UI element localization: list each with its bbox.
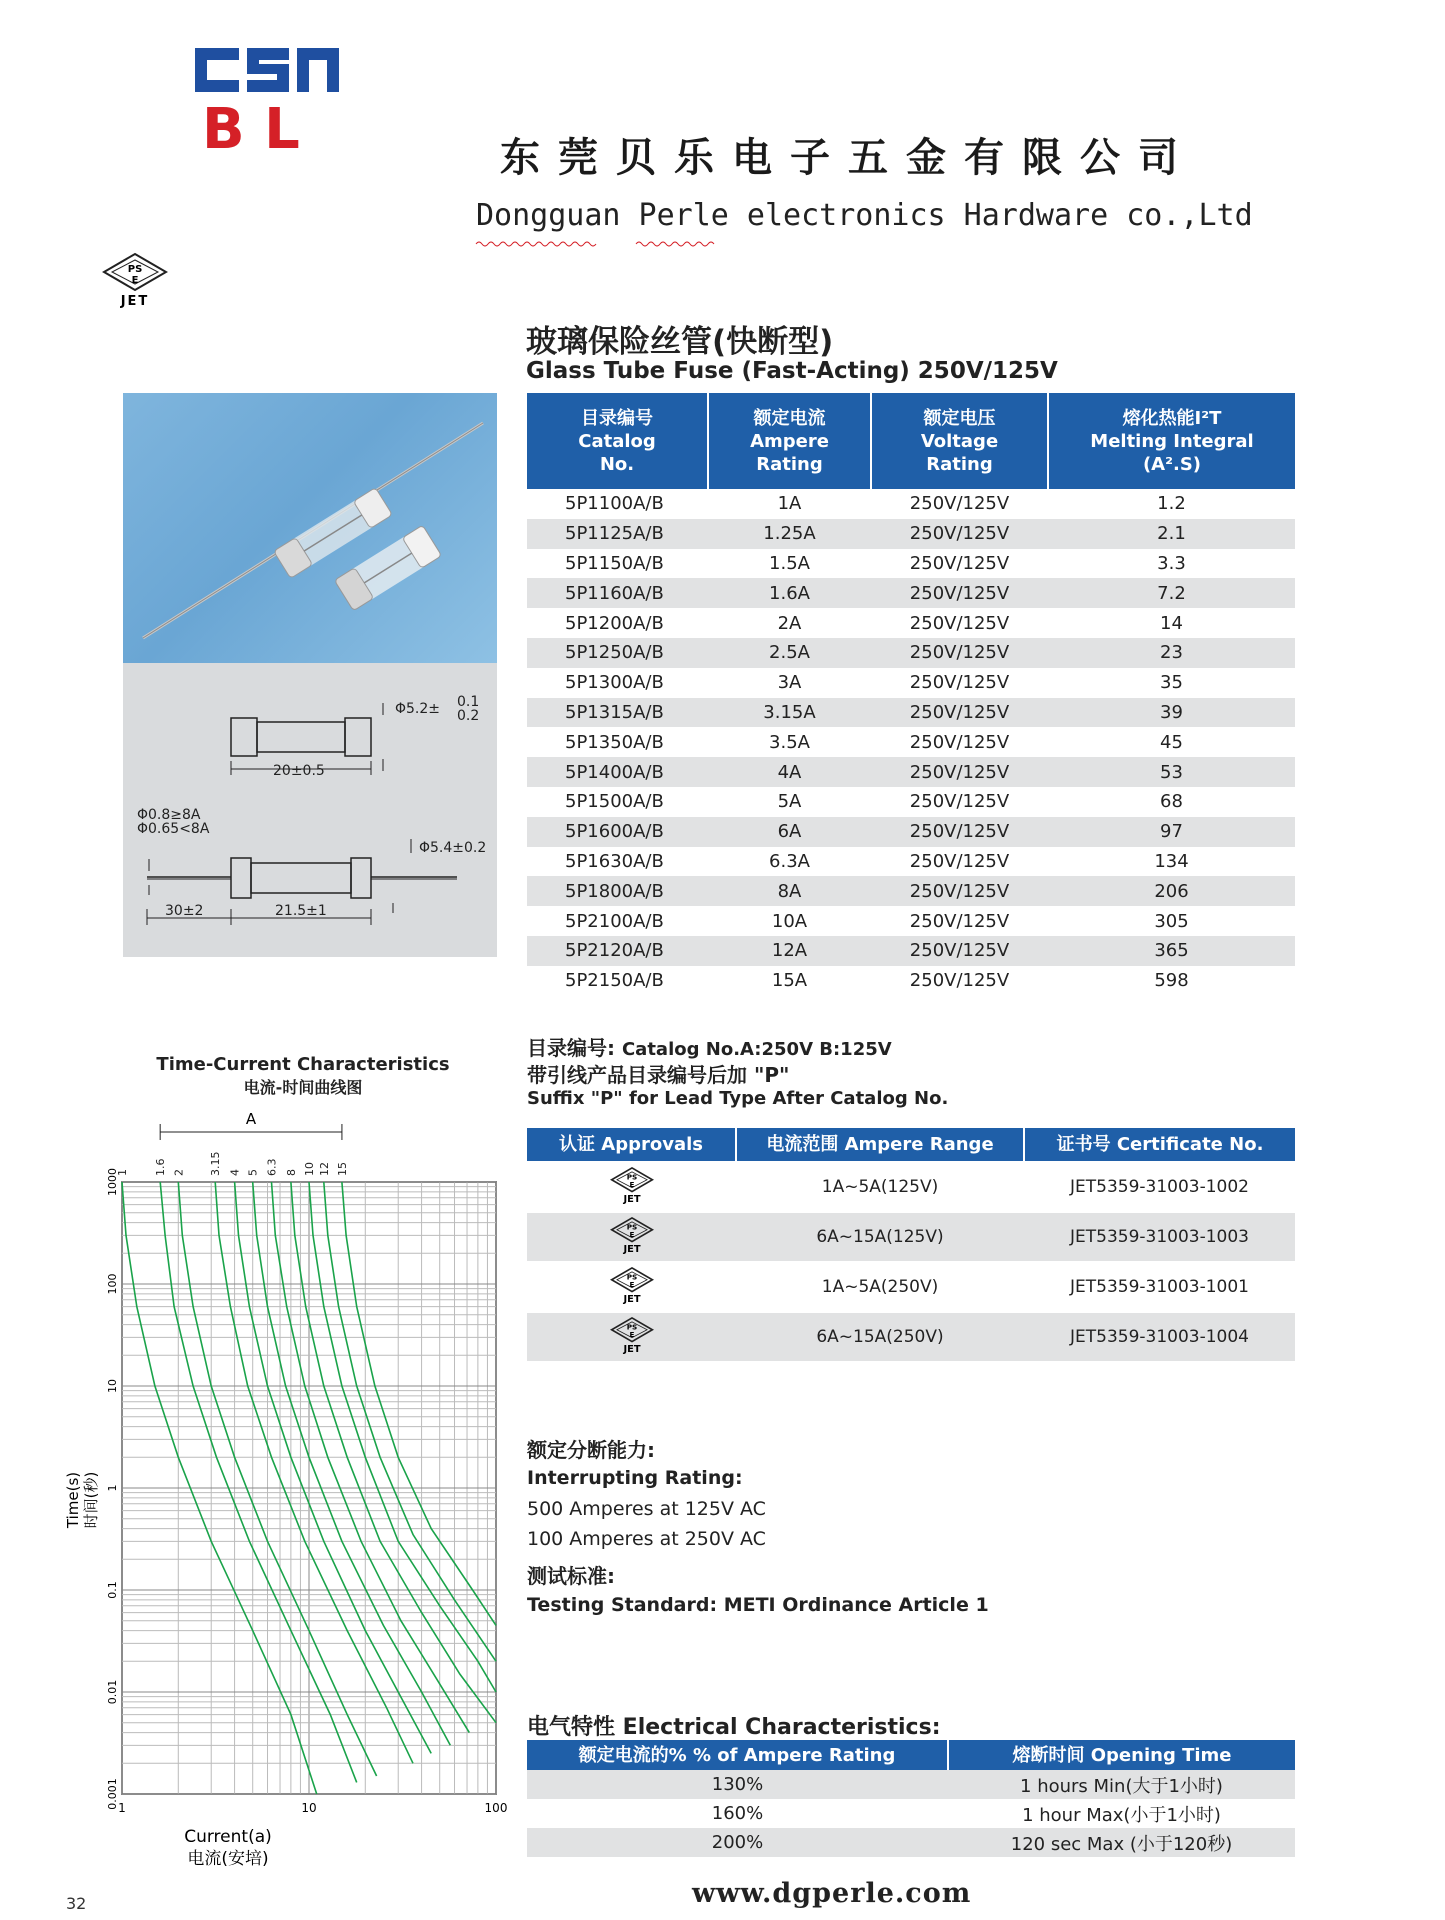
pse-jet-mark-icon — [609, 1214, 655, 1256]
testing-standard: Testing Standard: METI Ordinance Article 1 — [527, 1594, 989, 1616]
svg-text:E: E — [629, 1329, 634, 1339]
table-row — [527, 1262, 1295, 1312]
table-cell: 10A — [708, 906, 871, 936]
table-cell: 5P2120A/B — [527, 936, 708, 966]
dim-lead-length: 30±2 — [165, 903, 204, 919]
table-cell: 5P1100A/B — [527, 489, 708, 519]
table-cell: 5P1350A/B — [527, 727, 708, 757]
table-cell: 250V/125V — [871, 519, 1048, 549]
dimension-drawing — [123, 663, 497, 957]
company-name-cn: 东莞贝乐电子五金有限公司 — [500, 134, 1196, 181]
table-cell: 5P1250A/B — [527, 638, 708, 668]
curve-label: 6.3 — [265, 1158, 279, 1176]
table-cell: 250V/125V — [871, 727, 1048, 757]
table-cell: 7.2 — [1048, 578, 1295, 608]
y-tick-label: 10 — [106, 1379, 119, 1393]
table-row — [527, 489, 1295, 519]
table-cell: 5P1630A/B — [527, 847, 708, 877]
table-cell: 250V/125V — [871, 698, 1048, 728]
table-row — [527, 698, 1295, 728]
table-cell: 5P1125A/B — [527, 519, 708, 549]
table-cell: 365 — [1048, 936, 1295, 966]
table-cell: 250V/125V — [871, 847, 1048, 877]
table-cell: 5P1600A/B — [527, 817, 708, 847]
table-row — [527, 1799, 1295, 1828]
table-row — [527, 1162, 1295, 1212]
catalog-note: 目录编号: Catalog No.A:250V B:125V — [527, 1036, 892, 1060]
table-row — [527, 668, 1295, 698]
x-axis-label-cn: 电流(安培) — [187, 1849, 269, 1869]
svg-text:PS: PS — [626, 1172, 637, 1182]
dim-wire-1: Φ0.8≥8A — [137, 807, 201, 823]
product-title-cn: 玻璃保险丝管(快断型) — [526, 324, 834, 360]
table-cell: 3.5A — [708, 727, 871, 757]
table-cell: 5P1500A/B — [527, 787, 708, 817]
interrupting-title-cn: 额定分断能力: — [527, 1438, 655, 1462]
table-cell: 1.6A — [708, 578, 871, 608]
time-current-chart — [60, 1110, 508, 1870]
dim-length-2: 21.5±1 — [275, 903, 327, 919]
svg-text:JET: JET — [120, 294, 150, 309]
dim-diameter-2: Φ5.4±0.2 — [419, 840, 487, 856]
table-cell: 3.3 — [1048, 549, 1295, 579]
y-axis-label-cn: 时间(秒) — [82, 1471, 100, 1529]
dim-length-1: 20±0.5 — [273, 763, 325, 779]
svg-text:JET: JET — [622, 1243, 641, 1255]
dim-diameter-1-upper: 0.1 — [457, 694, 480, 710]
approval-mark-cell — [527, 1312, 736, 1361]
curve-label: 2 — [172, 1169, 186, 1176]
curve-label: 8 — [284, 1169, 298, 1176]
svg-text:E: E — [131, 275, 139, 286]
curve-label: 3.15 — [209, 1151, 223, 1176]
curve-label: 4 — [228, 1169, 242, 1176]
table-cell: 1 hour Max(小于1小时) — [948, 1799, 1295, 1828]
interrupting-line-2: 100 Amperes at 250V AC — [527, 1528, 766, 1550]
svg-text:PS: PS — [626, 1222, 637, 1232]
range-label: A — [245, 1110, 257, 1128]
electrical-title: 电气特性 Electrical Characteristics: — [527, 1715, 941, 1740]
x-tick-label: 100 — [484, 1801, 508, 1815]
y-tick-label: 0.01 — [106, 1679, 119, 1705]
y-axis-label: Time(s) — [64, 1471, 82, 1529]
table-cell: 68 — [1048, 787, 1295, 817]
table-cell: 45 — [1048, 727, 1295, 757]
table-cell: 3A — [708, 668, 871, 698]
percent-rating-header: 额定电流的% % of Ampere Rating — [527, 1740, 948, 1770]
curve-label: 5 — [246, 1169, 260, 1176]
table-row — [527, 757, 1295, 787]
product-title-en: Glass Tube Fuse (Fast-Acting) 250V/125V — [526, 358, 1058, 384]
table-cell: 5P1150A/B — [527, 549, 708, 579]
ampere-range-cell: 1A~5A(125V) — [736, 1162, 1024, 1212]
opening-time-header: 熔断时间 Opening Time — [948, 1740, 1295, 1770]
dim-wire-2: Φ0.65<8A — [137, 821, 210, 837]
table-row — [527, 638, 1295, 668]
spec-table — [527, 393, 1295, 996]
website-url: www.dgperle.com — [692, 1878, 972, 1909]
table-cell: 250V/125V — [871, 876, 1048, 906]
table-cell: 53 — [1048, 757, 1295, 787]
dim-diameter-1: Φ5.2± — [395, 701, 441, 717]
product-photo — [123, 393, 497, 663]
y-tick-label: 100 — [106, 1273, 119, 1295]
lead-suffix-note-cn: 带引线产品目录编号后加 "P" — [527, 1063, 790, 1087]
table-cell: 250V/125V — [871, 817, 1048, 847]
interrupting-line-1: 500 Amperes at 125V AC — [527, 1498, 766, 1520]
table-cell: 250V/125V — [871, 489, 1048, 519]
y-tick-label: 1000 — [106, 1168, 119, 1196]
svg-text:PS: PS — [626, 1272, 637, 1282]
table-cell: 305 — [1048, 906, 1295, 936]
pse-jet-mark-icon — [609, 1164, 655, 1206]
table-row — [527, 1828, 1295, 1857]
certificate-cell: JET5359-31003-1003 — [1024, 1212, 1295, 1262]
table-row — [527, 847, 1295, 877]
svg-text:JET: JET — [622, 1343, 641, 1355]
table-cell: 134 — [1048, 847, 1295, 877]
company-logo-csn — [195, 40, 345, 100]
table-cell: 250V/125V — [871, 936, 1048, 966]
table-cell: 206 — [1048, 876, 1295, 906]
table-cell: 5P2100A/B — [527, 906, 708, 936]
x-axis-label: Current(a) — [184, 1827, 272, 1847]
ampere-range-cell: 6A~15A(250V) — [736, 1312, 1024, 1361]
spec-header-3: 熔化热能I²T Melting Integral (A².S) — [1048, 393, 1295, 489]
table-cell: 598 — [1048, 966, 1295, 996]
curve-label: 15 — [335, 1162, 349, 1176]
table-cell: 23 — [1048, 638, 1295, 668]
svg-text:E: E — [629, 1179, 634, 1189]
svg-text:PS: PS — [127, 264, 143, 275]
certificate-header: 证书号 Certificate No. — [1024, 1128, 1295, 1162]
table-cell: 2A — [708, 608, 871, 638]
table-cell: 5P1315A/B — [527, 698, 708, 728]
table-cell: 250V/125V — [871, 578, 1048, 608]
svg-text:JET: JET — [622, 1293, 641, 1305]
svg-text:E: E — [629, 1229, 634, 1239]
table-cell: 2.1 — [1048, 519, 1295, 549]
approval-mark-cell — [527, 1212, 736, 1262]
table-cell: 200% — [527, 1828, 948, 1857]
table-cell: 3.15A — [708, 698, 871, 728]
table-cell: 1A — [708, 489, 871, 519]
table-row — [527, 727, 1295, 757]
svg-text:PS: PS — [626, 1322, 637, 1332]
table-row — [527, 906, 1295, 936]
certificate-cell: JET5359-31003-1004 — [1024, 1312, 1295, 1361]
table-cell: 1.5A — [708, 549, 871, 579]
table-cell: 250V/125V — [871, 549, 1048, 579]
ampere-range-cell: 6A~15A(125V) — [736, 1212, 1024, 1262]
certificate-cell: JET5359-31003-1002 — [1024, 1162, 1295, 1212]
pse-jet-mark-icon — [100, 250, 170, 310]
table-cell: 5P1300A/B — [527, 668, 708, 698]
table-cell: 15A — [708, 966, 871, 996]
ampere-range-header: 电流范围 Ampere Range — [736, 1128, 1024, 1162]
table-cell: 5P1200A/B — [527, 608, 708, 638]
approvals-table — [527, 1128, 1295, 1361]
table-cell: 130% — [527, 1770, 948, 1799]
table-cell: 160% — [527, 1799, 948, 1828]
table-cell: 5P2150A/B — [527, 966, 708, 996]
dim-diameter-1-lower: 0.2 — [457, 708, 480, 724]
x-tick-label: 10 — [301, 1801, 317, 1815]
table-row — [527, 549, 1295, 579]
pse-jet-mark-icon — [609, 1314, 655, 1356]
company-logo-bl — [200, 97, 350, 162]
table-row — [527, 936, 1295, 966]
table-cell: 120 sec Max (小于120秒) — [948, 1828, 1295, 1857]
y-tick-label: 0.001 — [106, 1778, 119, 1810]
curve-label: 1.6 — [154, 1158, 168, 1176]
pse-jet-mark-icon — [609, 1264, 655, 1306]
curve-label: 10 — [303, 1162, 316, 1176]
table-cell: 6A — [708, 817, 871, 847]
certificate-cell: JET5359-31003-1001 — [1024, 1262, 1295, 1312]
spec-header-0: 目录编号 Catalog No. — [527, 393, 708, 489]
table-cell: 250V/125V — [871, 966, 1048, 996]
table-cell: 1 hours Min(大于1小时) — [948, 1770, 1295, 1799]
table-cell: 2.5A — [708, 638, 871, 668]
svg-text:E: E — [629, 1279, 634, 1289]
table-cell: 35 — [1048, 668, 1295, 698]
approval-mark-cell — [527, 1162, 736, 1212]
table-cell: 12A — [708, 936, 871, 966]
table-cell: 250V/125V — [871, 608, 1048, 638]
svg-text:JET: JET — [622, 1193, 641, 1205]
table-cell: 14 — [1048, 608, 1295, 638]
curve-label: 1 — [116, 1169, 129, 1176]
company-name-en: Dongguan Perle electronics Hardware co.,Ltd — [476, 198, 1253, 233]
curve-label: 12 — [317, 1162, 331, 1176]
page-number: 32 — [66, 1894, 87, 1913]
ampere-range-cell: 1A~5A(250V) — [736, 1262, 1024, 1312]
table-row — [527, 1212, 1295, 1262]
table-row — [527, 578, 1295, 608]
logo-bottom-text: B L — [202, 97, 300, 162]
table-cell: 5P1800A/B — [527, 876, 708, 906]
lead-suffix-note-en: Suffix "P" for Lead Type After Catalog No. — [527, 1088, 949, 1109]
chart-title: Time-Current Characteristics 电流-时间曲线图 — [156, 1054, 450, 1097]
x-tick-label: 1 — [118, 1801, 126, 1815]
table-row — [527, 817, 1295, 847]
table-cell: 6.3A — [708, 847, 871, 877]
table-cell: 250V/125V — [871, 787, 1048, 817]
table-cell: 8A — [708, 876, 871, 906]
table-cell: 1.25A — [708, 519, 871, 549]
table-row — [527, 608, 1295, 638]
table-cell: 39 — [1048, 698, 1295, 728]
table-row — [527, 966, 1295, 996]
table-cell: 5A — [708, 787, 871, 817]
table-cell: 1.2 — [1048, 489, 1295, 519]
table-row — [527, 1312, 1295, 1361]
approvals-header: 认证 Approvals — [527, 1128, 736, 1162]
spec-header-1: 额定电流 Ampere Rating — [708, 393, 871, 489]
table-cell: 5P1160A/B — [527, 578, 708, 608]
table-cell: 5P1400A/B — [527, 757, 708, 787]
electrical-table — [527, 1740, 1295, 1857]
table-cell: 97 — [1048, 817, 1295, 847]
y-tick-label: 0.1 — [106, 1581, 119, 1599]
table-cell: 250V/125V — [871, 906, 1048, 936]
table-cell: 250V/125V — [871, 638, 1048, 668]
table-row — [527, 1770, 1295, 1799]
table-row — [527, 787, 1295, 817]
table-row — [527, 876, 1295, 906]
testing-title-cn: 测试标准: — [527, 1564, 615, 1588]
interrupting-title-en: Interrupting Rating: — [527, 1467, 743, 1489]
table-cell: 4A — [708, 757, 871, 787]
spellcheck-underline-icon — [476, 240, 716, 248]
table-row — [527, 519, 1295, 549]
table-cell: 250V/125V — [871, 757, 1048, 787]
approval-mark-cell — [527, 1262, 736, 1312]
table-cell: 250V/125V — [871, 668, 1048, 698]
spec-header-2: 额定电压 Voltage Rating — [871, 393, 1048, 489]
y-tick-label: 1 — [106, 1484, 119, 1492]
